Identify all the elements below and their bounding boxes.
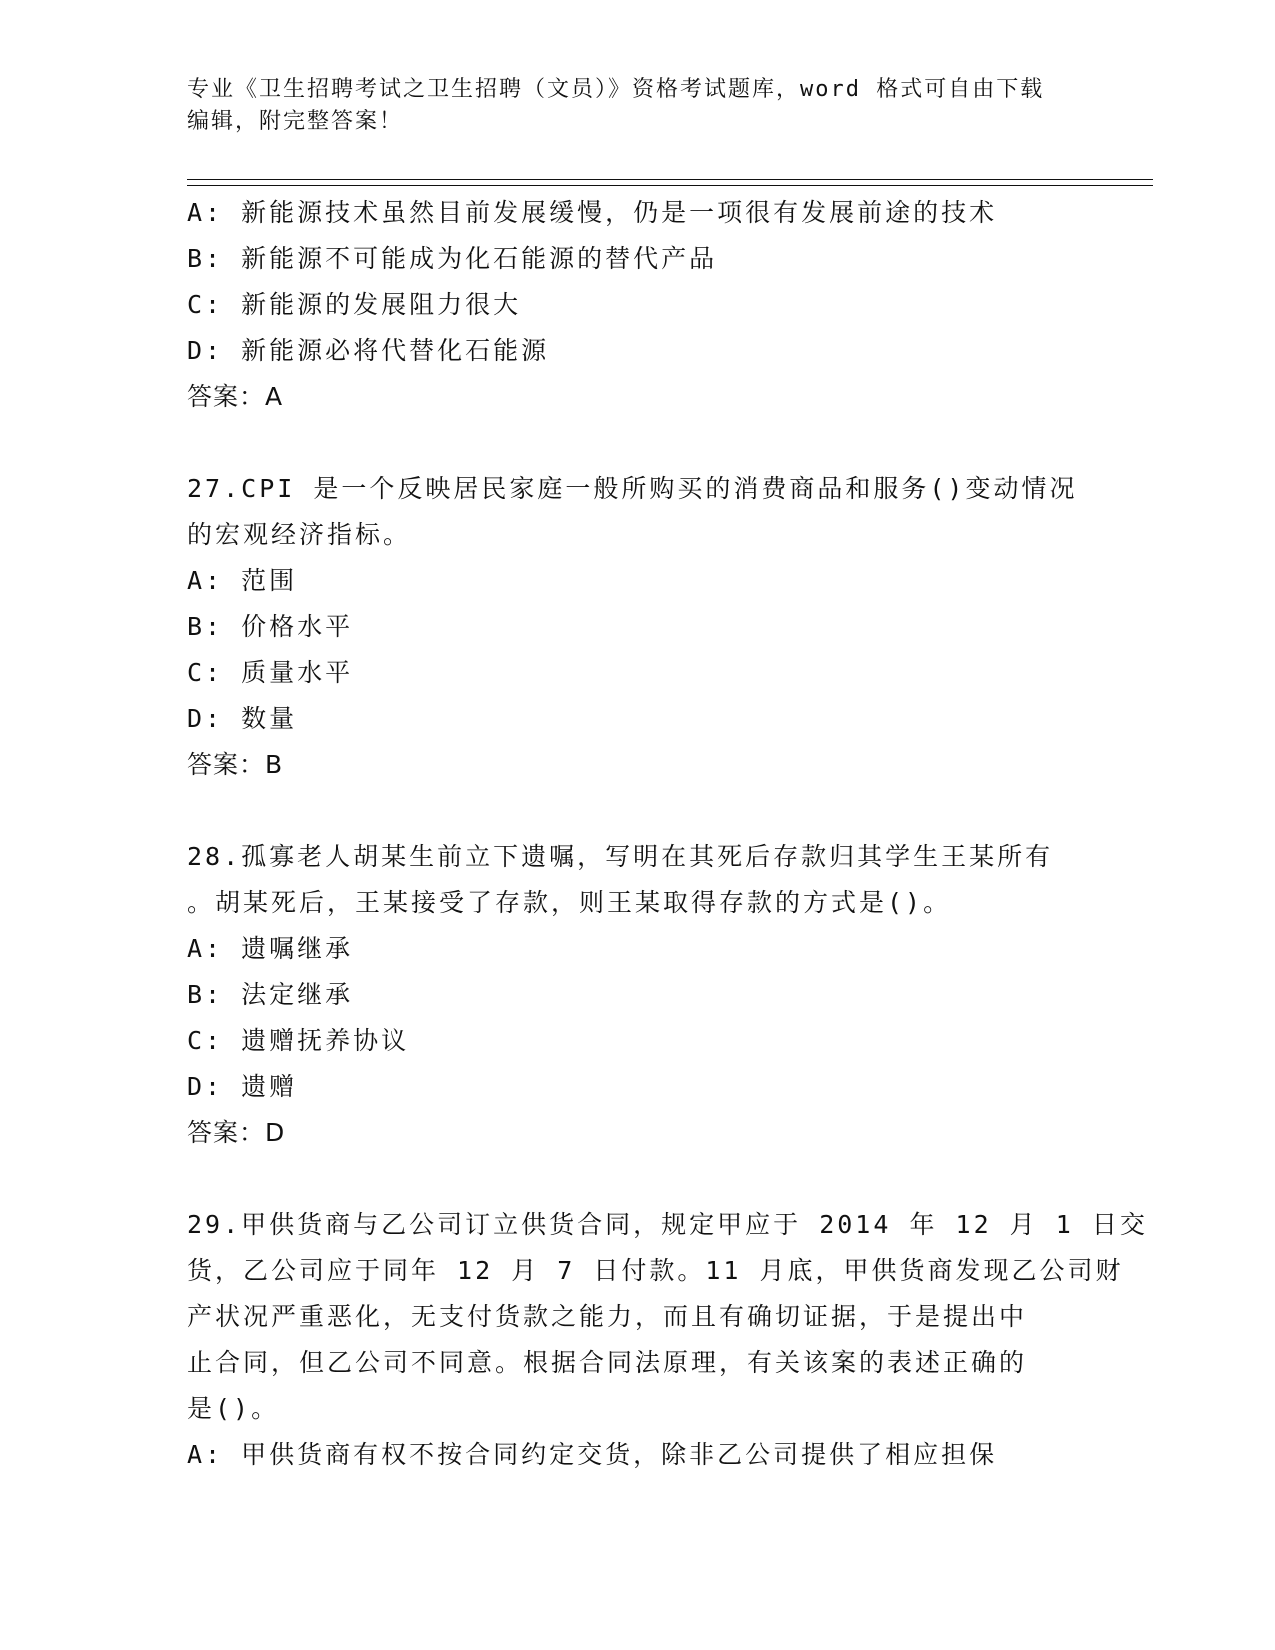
option-c: C: 新能源的发展阻力很大 (187, 290, 522, 319)
question-27 (187, 466, 1087, 788)
spacer (187, 420, 1087, 466)
question-stem: 29.甲供货商与乙公司订立供货合同，规定甲应于 2014 年 12 月 1 日交 (187, 1210, 1148, 1239)
question-28 (187, 834, 1087, 1156)
document-header (187, 74, 1067, 138)
question-stem: 27.CPI 是一个反映居民家庭一般所购买的消费商品和服务()变动情况 (187, 474, 1078, 503)
question-29 (187, 1202, 1148, 1478)
header-divider-top (187, 179, 1153, 180)
question-stem: 。胡某死后，王某接受了存款，则王某取得存款的方式是()。 (187, 888, 952, 917)
option-b: B: 新能源不可能成为化石能源的替代产品 (187, 244, 718, 273)
question-stem: 产状况严重恶化，无支付货款之能力，而且有确切证据，于是提出中 (187, 1302, 1028, 1331)
question-stem: 28.孤寡老人胡某生前立下遗嘱，写明在其死后存款归其学生王某所有 (187, 842, 1054, 871)
option-b: B: 价格水平 (187, 612, 354, 641)
question-stem: 是()。 (187, 1394, 280, 1423)
question-26 (187, 190, 1087, 420)
option-c: C: 质量水平 (187, 658, 354, 687)
answer: 答案：D (187, 1118, 286, 1147)
option-a: A: 甲供货商有权不按合同约定交货，除非乙公司提供了相应担保 (187, 1440, 998, 1469)
question-stem: 货，乙公司应于同年 12 月 7 日付款。11 月底，甲供货商发现乙公司财 (187, 1256, 1124, 1285)
spacer (187, 1156, 1087, 1202)
answer: 答案：B (187, 750, 284, 779)
header-divider-bottom (187, 185, 1153, 186)
option-d: D: 遗赠 (187, 1072, 298, 1101)
header-line: 编辑，附完整答案！ (187, 109, 404, 134)
option-c: C: 遗赠抚养协议 (187, 1026, 410, 1055)
question-list (187, 190, 1148, 1478)
option-b: B: 法定继承 (187, 980, 354, 1009)
option-d: D: 数量 (187, 704, 298, 733)
question-stem: 止合同，但乙公司不同意。根据合同法原理，有关该案的表述正确的 (187, 1348, 1028, 1377)
spacer (187, 788, 1087, 834)
option-a: A: 新能源技术虽然目前发展缓慢，仍是一项很有发展前途的技术 (187, 198, 998, 227)
answer: 答案：A (187, 382, 284, 411)
option-a: A: 遗嘱继承 (187, 934, 354, 963)
question-stem: 的宏观经济指标。 (187, 520, 412, 549)
option-d: D: 新能源必将代替化石能源 (187, 336, 550, 365)
header-line: 专业《卫生招聘考试之卫生招聘（文员）》资格考试题库，word 格式可自由下载 (187, 77, 1045, 102)
option-a: A: 范围 (187, 566, 298, 595)
